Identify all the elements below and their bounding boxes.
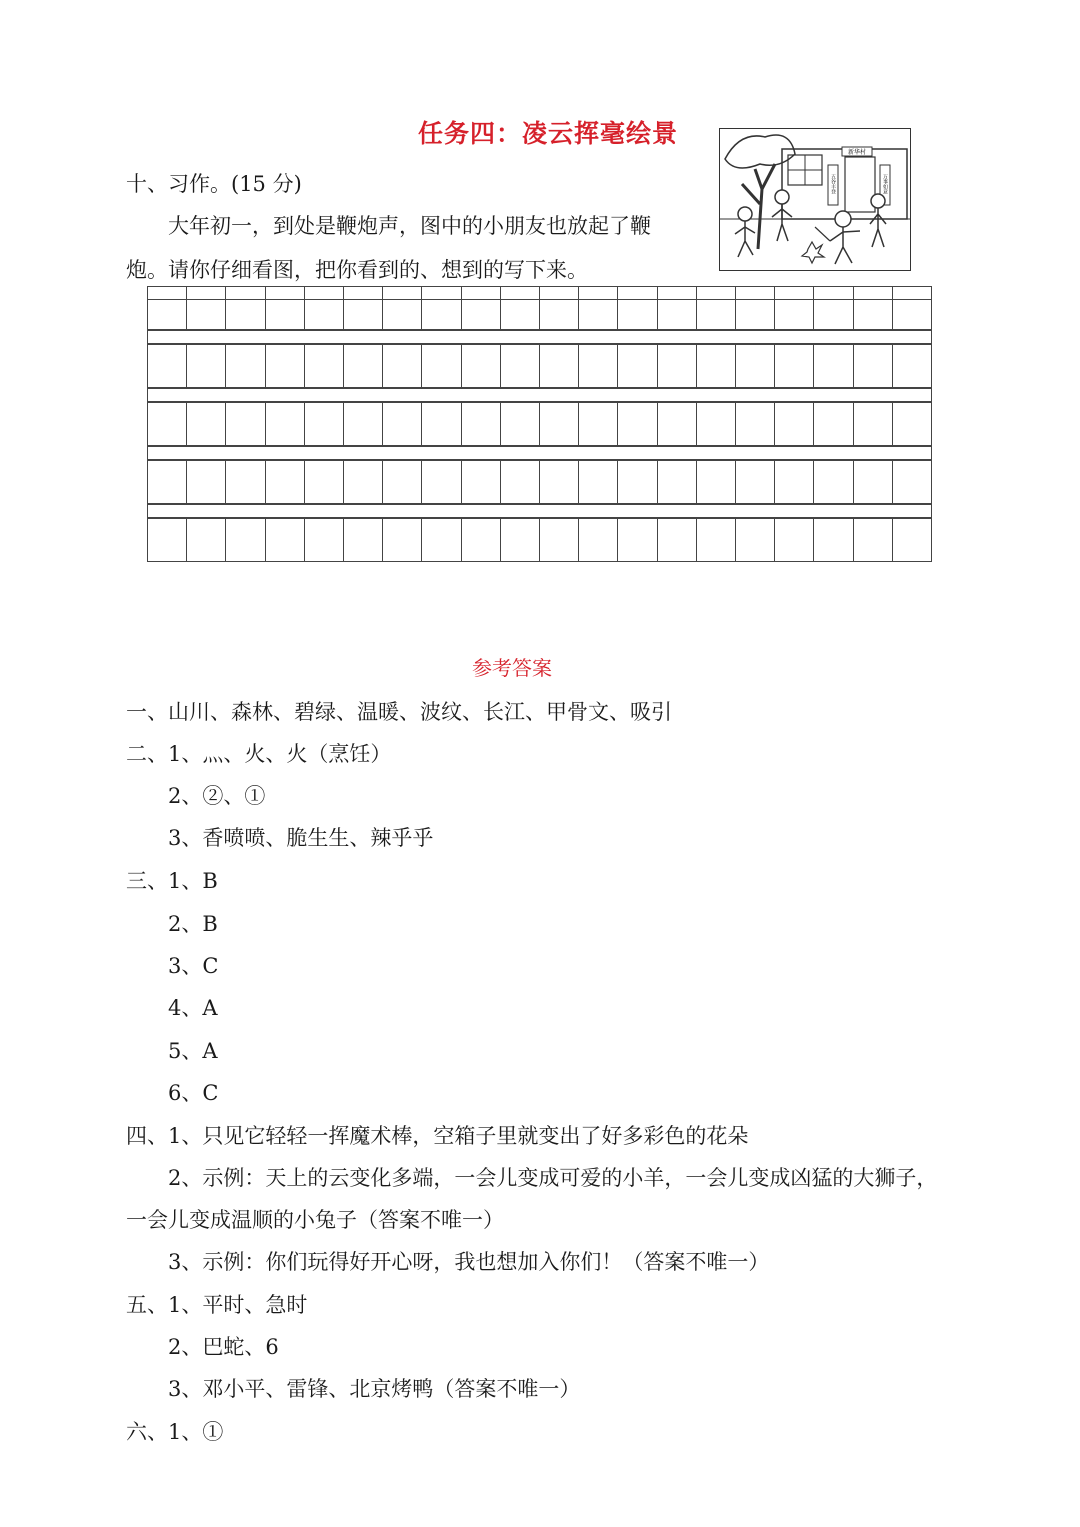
grid-cell[interactable] [187, 519, 226, 561]
task-title: 任务四：凌云挥毫绘景 [418, 119, 679, 148]
grid-cell[interactable] [814, 403, 853, 445]
answer-line: 3、C [168, 954, 219, 978]
grid-cell[interactable] [501, 461, 540, 503]
grid-cell[interactable] [775, 403, 814, 445]
grid-cell[interactable] [226, 403, 265, 445]
grid-cell[interactable] [775, 345, 814, 387]
grid-cell[interactable] [814, 287, 853, 329]
grid-cell[interactable] [148, 403, 187, 445]
grid-cell[interactable] [344, 461, 383, 503]
grid-cell[interactable] [305, 345, 344, 387]
grid-cell[interactable] [148, 287, 187, 329]
grid-cell[interactable] [540, 345, 579, 387]
grid-cell[interactable] [893, 345, 931, 387]
grid-spacer-band [147, 446, 932, 460]
grid-cell[interactable] [736, 461, 775, 503]
grid-cell[interactable] [266, 345, 305, 387]
grid-cell[interactable] [422, 461, 461, 503]
grid-cell[interactable] [736, 403, 775, 445]
grid-cell[interactable] [579, 345, 618, 387]
grid-cell[interactable] [344, 403, 383, 445]
grid-cell[interactable] [540, 403, 579, 445]
grid-cell[interactable] [148, 519, 187, 561]
grid-row[interactable] [147, 460, 932, 504]
answer-title: 参考答案 [472, 656, 552, 680]
composition-prompt-line-2: 炮。请你仔细看图，把你看到的、想到的写下来。 [126, 258, 588, 282]
answer-line: 5、A [168, 1039, 218, 1063]
grid-cell[interactable] [462, 403, 501, 445]
grid-cell[interactable] [736, 519, 775, 561]
grid-cell[interactable] [266, 519, 305, 561]
children-firecracker-illustration [720, 129, 910, 270]
grid-cell[interactable] [501, 403, 540, 445]
grid-cell[interactable] [226, 345, 265, 387]
house-couplet-left: 五谷丰登 [830, 174, 836, 194]
grid-cell[interactable] [697, 287, 736, 329]
answer-line: 六、1、① [126, 1420, 224, 1444]
grid-cell[interactable] [893, 519, 931, 561]
grid-cell[interactable] [736, 345, 775, 387]
grid-cell[interactable] [383, 287, 422, 329]
answer-line: 一、山川、森林、碧绿、温暖、波纹、长江、甲骨文、吸引 [126, 700, 672, 724]
answer-line: 2、巴蛇、6 [168, 1335, 279, 1359]
answer-line: 一会儿变成温顺的小兔子（答案不唯一） [126, 1208, 504, 1232]
grid-cell[interactable] [344, 519, 383, 561]
grid-row[interactable] [147, 344, 932, 388]
grid-row[interactable] [147, 286, 932, 330]
grid-cell[interactable] [658, 345, 697, 387]
grid-cell[interactable] [697, 403, 736, 445]
grid-spacer-band [147, 330, 932, 344]
grid-cell[interactable] [462, 287, 501, 329]
grid-cell[interactable] [658, 461, 697, 503]
grid-cell[interactable] [266, 287, 305, 329]
grid-cell[interactable] [187, 403, 226, 445]
grid-cell[interactable] [462, 345, 501, 387]
grid-cell[interactable] [736, 287, 775, 329]
house-sign-top: 新华村 [847, 149, 867, 156]
grid-cell[interactable] [305, 403, 344, 445]
grid-cell[interactable] [618, 345, 657, 387]
grid-cell[interactable] [618, 403, 657, 445]
grid-cell[interactable] [344, 287, 383, 329]
grid-cell[interactable] [383, 345, 422, 387]
grid-cell[interactable] [893, 287, 931, 329]
grid-cell[interactable] [854, 403, 893, 445]
grid-cell[interactable] [618, 287, 657, 329]
answer-line: 三、1、B [126, 869, 218, 893]
answer-line: 2、示例：天上的云变化多端，一会儿变成可爱的小羊，一会儿变成凶猛的大狮子， [168, 1166, 938, 1190]
grid-spacer-band [147, 504, 932, 518]
grid-cell[interactable] [618, 461, 657, 503]
composition-prompt-line-1: 大年初一，到处是鞭炮声，图中的小朋友也放起了鞭 [168, 214, 651, 238]
grid-cell[interactable] [658, 403, 697, 445]
grid-cell[interactable] [383, 461, 422, 503]
grid-cell[interactable] [540, 519, 579, 561]
grid-cell[interactable] [344, 345, 383, 387]
grid-cell[interactable] [893, 403, 931, 445]
grid-cell[interactable] [658, 519, 697, 561]
answer-line: 2、②、① [168, 784, 266, 808]
grid-cell[interactable] [383, 403, 422, 445]
grid-cell[interactable] [775, 519, 814, 561]
answer-line: 四、1、只见它轻轻一挥魔术棒，空箱子里就变出了好多彩色的花朵 [126, 1124, 749, 1148]
answer-line: 3、邓小平、雷锋、北京烤鸭（答案不唯一） [168, 1377, 581, 1401]
grid-cell[interactable] [187, 461, 226, 503]
grid-cell[interactable] [422, 519, 461, 561]
grid-cell[interactable] [305, 461, 344, 503]
grid-cell[interactable] [540, 287, 579, 329]
grid-cell[interactable] [501, 345, 540, 387]
grid-cell[interactable] [618, 519, 657, 561]
grid-cell[interactable] [658, 287, 697, 329]
grid-spacer-band [147, 388, 932, 402]
grid-cell[interactable] [305, 519, 344, 561]
grid-cell[interactable] [226, 287, 265, 329]
grid-cell[interactable] [501, 287, 540, 329]
grid-cell[interactable] [226, 519, 265, 561]
grid-cell[interactable] [422, 287, 461, 329]
answer-line: 6、C [168, 1081, 219, 1105]
answer-line: 五、1、平时、急时 [126, 1293, 308, 1317]
grid-cell[interactable] [305, 287, 344, 329]
grid-row[interactable] [147, 402, 932, 446]
grid-cell[interactable] [462, 519, 501, 561]
grid-cell[interactable] [148, 345, 187, 387]
grid-cell[interactable] [893, 461, 931, 503]
grid-cell[interactable] [148, 461, 187, 503]
grid-cell[interactable] [501, 519, 540, 561]
grid-cell[interactable] [775, 287, 814, 329]
grid-cell[interactable] [540, 461, 579, 503]
house-couplet-right: 万事如意 [882, 174, 888, 194]
grid-cell[interactable] [697, 345, 736, 387]
grid-cell[interactable] [226, 461, 265, 503]
composition-picture [719, 128, 911, 271]
grid-cell[interactable] [266, 461, 305, 503]
grid-cell[interactable] [854, 287, 893, 329]
grid-cell[interactable] [422, 345, 461, 387]
answer-line: 3、香喷喷、脆生生、辣乎乎 [168, 826, 434, 850]
grid-cell[interactable] [697, 461, 736, 503]
answer-line: 4、A [168, 996, 218, 1020]
grid-cell[interactable] [187, 287, 226, 329]
grid-cell[interactable] [579, 519, 618, 561]
grid-cell[interactable] [697, 519, 736, 561]
grid-cell[interactable] [579, 287, 618, 329]
grid-cell[interactable] [422, 403, 461, 445]
composition-heading: 十、习作。(15 分) [126, 172, 302, 196]
grid-cell[interactable] [775, 461, 814, 503]
grid-cell[interactable] [266, 403, 305, 445]
answer-line: 二、1、灬、火、火（烹饪） [126, 742, 392, 766]
answer-line: 3、示例：你们玩得好开心呀，我也想加入你们！（答案不唯一） [168, 1250, 770, 1274]
grid-cell[interactable] [814, 519, 853, 561]
grid-cell[interactable] [579, 403, 618, 445]
grid-cell[interactable] [579, 461, 618, 503]
grid-cell[interactable] [854, 345, 893, 387]
grid-cell[interactable] [383, 519, 422, 561]
grid-cell[interactable] [814, 345, 853, 387]
grid-cell[interactable] [187, 345, 226, 387]
grid-cell[interactable] [462, 461, 501, 503]
grid-cell[interactable] [814, 461, 853, 503]
grid-row[interactable] [147, 518, 932, 562]
grid-cell[interactable] [854, 519, 893, 561]
grid-cell[interactable] [854, 461, 893, 503]
answer-line: 2、B [168, 912, 218, 936]
